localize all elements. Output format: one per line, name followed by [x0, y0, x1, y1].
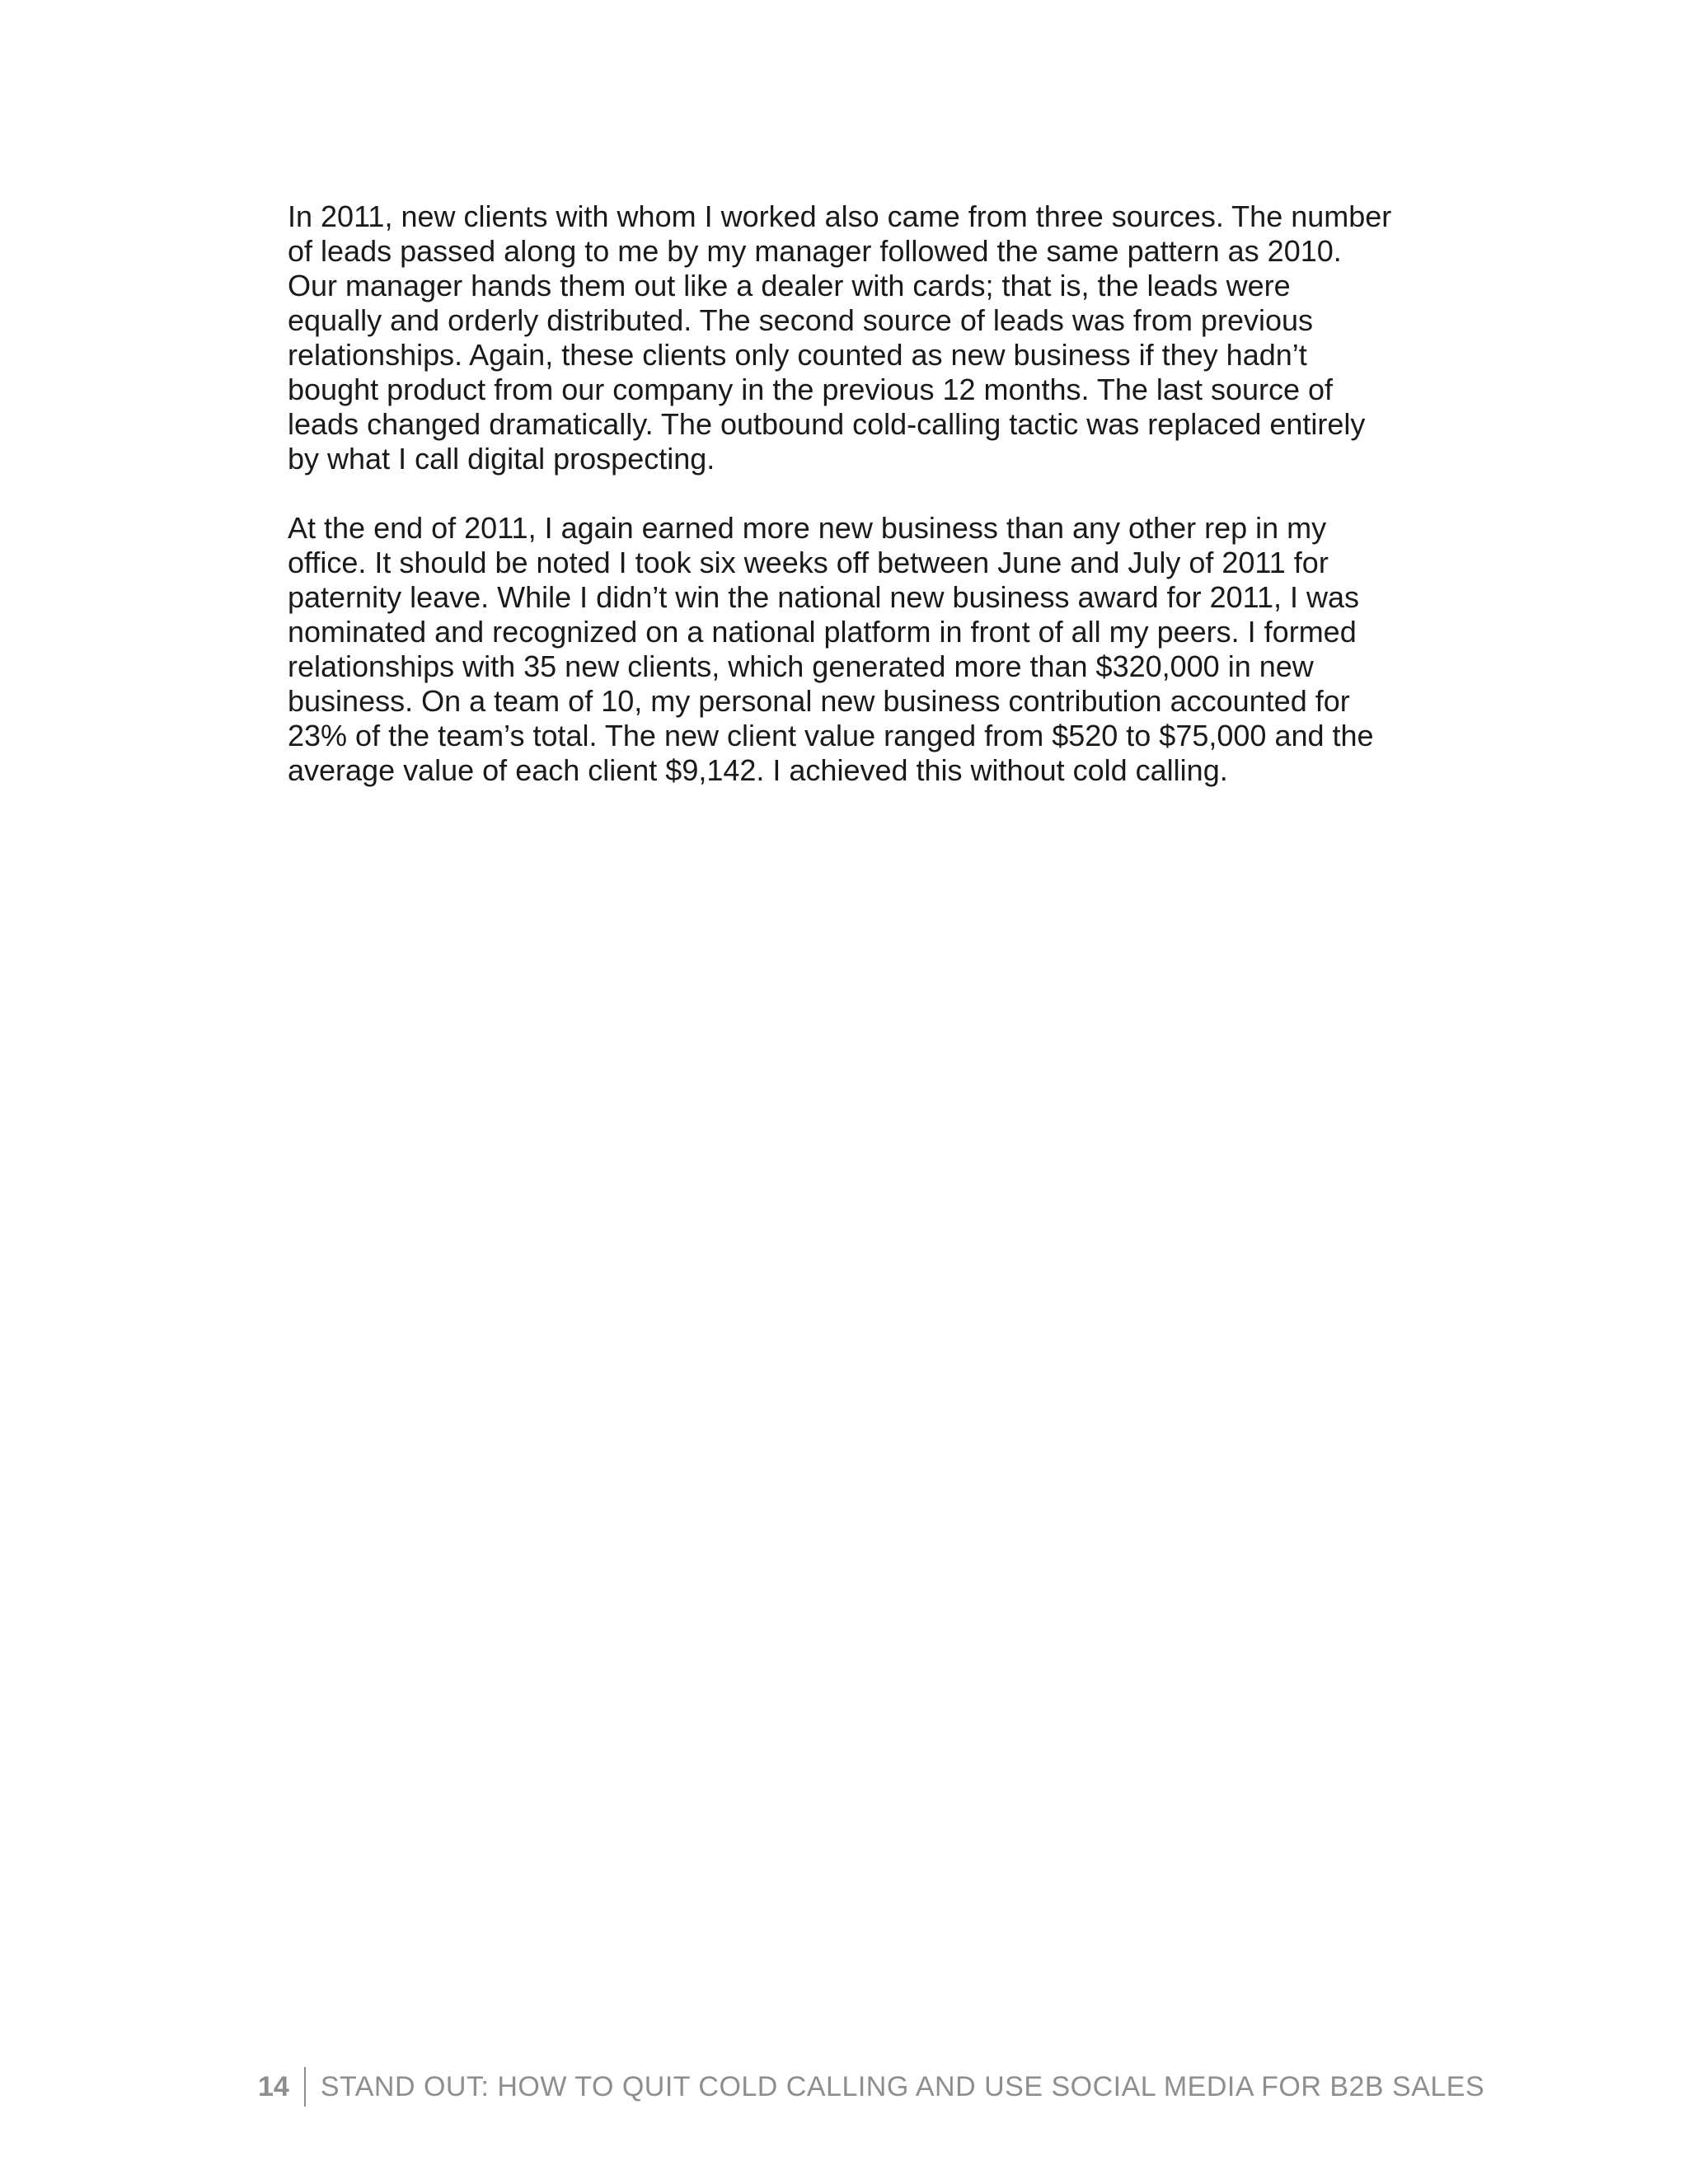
page-footer [258, 2067, 1484, 2107]
body-text [288, 199, 1392, 823]
paragraph-2: At the end of 2011, I again earned more new business than any other rep in my office. It should be noted I took six weeks off between June and July of 2011 for paternity leave. While I didn’t win the national new business award for 2011, I was nominated and recognized on a national platform in front of all my peers. I formed relationships with 35 new clients, which generated more than $320,000 in new business. On a team of 10, my personal new business contribution accounted for 23% of the team’s total. The new client value ranged from $520 to $75,000 and the average value of each client $9,142. I achieved this without cold calling. [288, 511, 1374, 787]
running-title: STAND OUT: HOW TO QUIT COLD CALLING AND USE SOCIAL MEDIA FOR B2B SALES [320, 2070, 1485, 2102]
footer-divider [304, 2067, 306, 2107]
page-number: 14 [258, 2070, 289, 2102]
paragraph-1: In 2011, new clients with whom I worked also came from three sources. The number of leads passed along to me by my manager followed the same pattern as 2010. Our manager hands them out like a dealer with cards; that is, the leads were equally and orderly distributed. The second source of leads was from previous relationships. Again, these clients only counted as new business if they hadn’t bought product from our company in the previous 12 months. The last source of leads changed dramatically. The outbound cold-calling tactic was replaced entirely by what I call digital prospecting. [288, 199, 1392, 476]
